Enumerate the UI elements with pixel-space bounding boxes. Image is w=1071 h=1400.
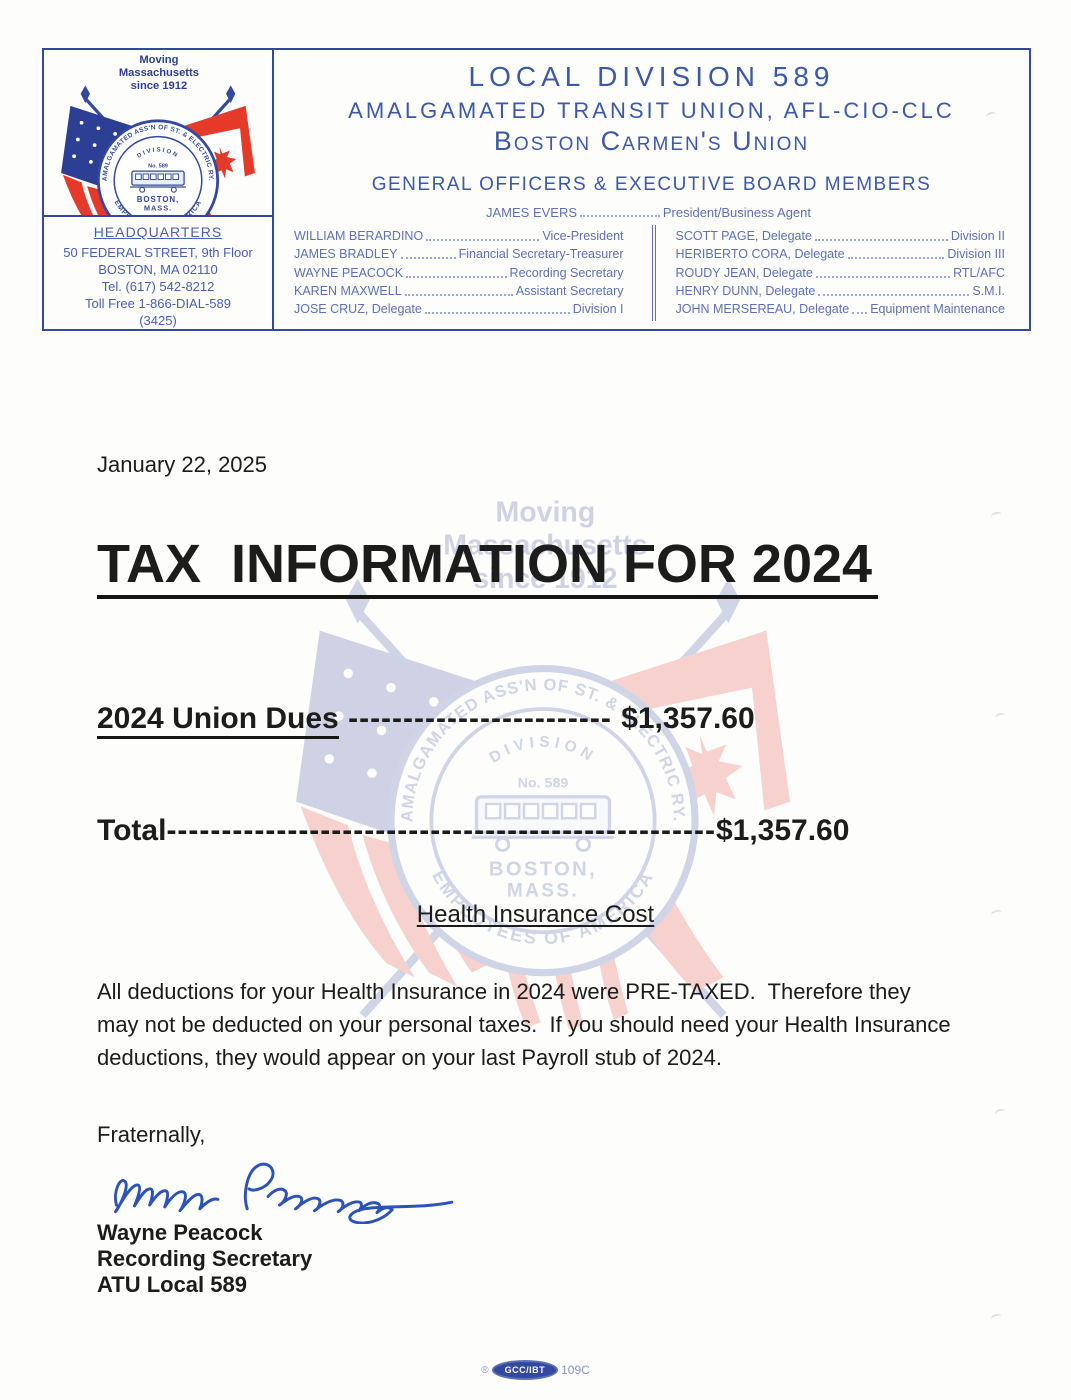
officer-row (294, 301, 624, 317)
officer-role: Recording Secretary (509, 265, 624, 280)
officer-name: ROUDY JEAN, Delegate (675, 265, 813, 280)
dash-leader: -------------------------------------------------- (166, 814, 716, 847)
dotted-leader (818, 283, 969, 296)
dotted-leader (580, 205, 660, 217)
dotted-leader (405, 283, 513, 296)
dash-leader: ------------------------ (338, 702, 622, 735)
officer-role: Division II (950, 229, 1005, 243)
union-bug (0, 1360, 1071, 1380)
officer-row (676, 283, 1006, 299)
president-row (274, 205, 1029, 220)
registered-mark: ® (481, 1364, 489, 1376)
total-label: Total (97, 814, 167, 847)
dotted-leader (852, 301, 867, 314)
officer-name: WILLIAM BERARDINO (294, 229, 424, 243)
scan-artifact (994, 712, 1007, 722)
headquarters-address-line: 50 FEDERAL STREET, 9th Floor (63, 245, 253, 260)
letter-title: TAX INFORMATION FOR 2024 (97, 536, 878, 599)
total-line (97, 813, 974, 849)
headquarters-address-line: BOSTON, MA 02110 (98, 262, 218, 277)
officer-name: SCOTT PAGE, Delegate (675, 229, 812, 243)
officer-row (676, 246, 1006, 262)
officer-role: RTL/AFC (953, 265, 1005, 280)
signature (97, 1152, 974, 1224)
headquarters-tollfree: Toll Free 1-866-DIAL-589 (85, 296, 231, 311)
headquarters-title: HEADQUARTERS (93, 224, 223, 240)
letterhead-left-panel (44, 50, 274, 329)
officer-role: Division III (947, 247, 1005, 262)
org-name-line3: Boston Carmen's Union (493, 126, 810, 156)
union-dues-label: 2024 Union Dues (97, 702, 339, 739)
dotted-leader (426, 228, 539, 241)
officer-row (294, 228, 624, 244)
health-insurance-subheading: Health Insurance Cost (416, 901, 655, 928)
letter-date: January 22, 2025 (97, 452, 268, 477)
union-logo (44, 50, 272, 217)
dotted-leader (848, 246, 945, 259)
signer-name: Wayne Peacock (97, 1220, 263, 1245)
total-amount: $1,357.60 (715, 814, 850, 847)
officer-name: KAREN MAXWELL (294, 283, 402, 298)
signer-title: Recording Secretary (97, 1246, 313, 1271)
union-dues-amount: $1,357.60 (621, 702, 755, 735)
letter-body (97, 452, 974, 1298)
officer-name: JOHN MERSEREAU, Delegate (675, 302, 850, 316)
org-name-line1: LOCAL DIVISION 589 (468, 61, 835, 92)
dotted-leader (401, 246, 456, 259)
officer-name: JAMES BRADLEY (294, 247, 398, 262)
officer-row (676, 301, 1006, 317)
officer-name: JOSE CRUZ, Delegate (294, 302, 422, 316)
letterhead (42, 48, 1031, 331)
dotted-leader (406, 265, 507, 278)
officer-name: WAYNE PEACOCK (294, 265, 404, 280)
officer-row (676, 265, 1006, 281)
officer-role: Vice-President (542, 229, 624, 243)
officer-role: Assistant Secretary (515, 283, 624, 298)
officer-name: JAMES EVERS (486, 205, 578, 220)
headquarters-extension: (3425) (139, 313, 177, 328)
letterhead-right-panel (274, 50, 1029, 329)
dotted-leader (815, 228, 948, 241)
officer-role: Equipment Maintenance (870, 302, 1005, 316)
body-line: may not be deducted on your personal taxes. If you should need your Health Insurance (97, 1012, 951, 1037)
officer-name: HENRY DUNN, Delegate (675, 283, 816, 298)
scan-artifact (990, 909, 1003, 919)
signer-block (97, 1220, 974, 1298)
officer-row (294, 246, 624, 262)
scan-artifact (990, 511, 1003, 521)
scan-artifact (994, 1108, 1007, 1118)
signer-org: ATU Local 589 (97, 1272, 247, 1297)
union-bug-oval: GCC/IBT (492, 1360, 559, 1380)
officers-column-left (274, 225, 652, 321)
officer-row (676, 228, 1006, 244)
officer-role: Financial Secretary-Treasurer (458, 247, 624, 262)
union-dues-line (97, 701, 974, 737)
dotted-leader (816, 265, 950, 278)
body-line: deductions, they would appear on your last Payroll stub of 2024. (97, 1045, 722, 1070)
headquarters-block (44, 217, 272, 329)
body-paragraph (97, 975, 974, 1074)
dotted-leader (425, 301, 570, 314)
union-bug-code: 109C (561, 1363, 590, 1377)
officer-role: S.M.I. (972, 283, 1005, 298)
org-name-line2: AMALGAMATED TRANSIT UNION, AFL-CIO-CLC (348, 98, 955, 123)
officer-row (294, 283, 624, 299)
officers-columns (274, 225, 1029, 321)
body-line: All deductions for your Health Insurance in 2024 were PRE-TAXED. Therefore they (97, 979, 911, 1004)
officers-column-right (652, 225, 1030, 321)
scan-artifact (990, 1313, 1003, 1323)
officers-heading: GENERAL OFFICERS & EXECUTIVE BOARD MEMBERS (371, 174, 932, 195)
signature-ink-icon (115, 1164, 451, 1223)
closing-salutation: Fraternally, (97, 1122, 206, 1147)
headquarters-phone: Tel. (617) 542-8212 (101, 279, 215, 294)
officer-role: President/Business Agent (662, 205, 811, 220)
officer-name: HERIBERTO CORA, Delegate (675, 247, 845, 262)
officer-row (294, 265, 624, 281)
officer-role: Division I (572, 302, 624, 316)
